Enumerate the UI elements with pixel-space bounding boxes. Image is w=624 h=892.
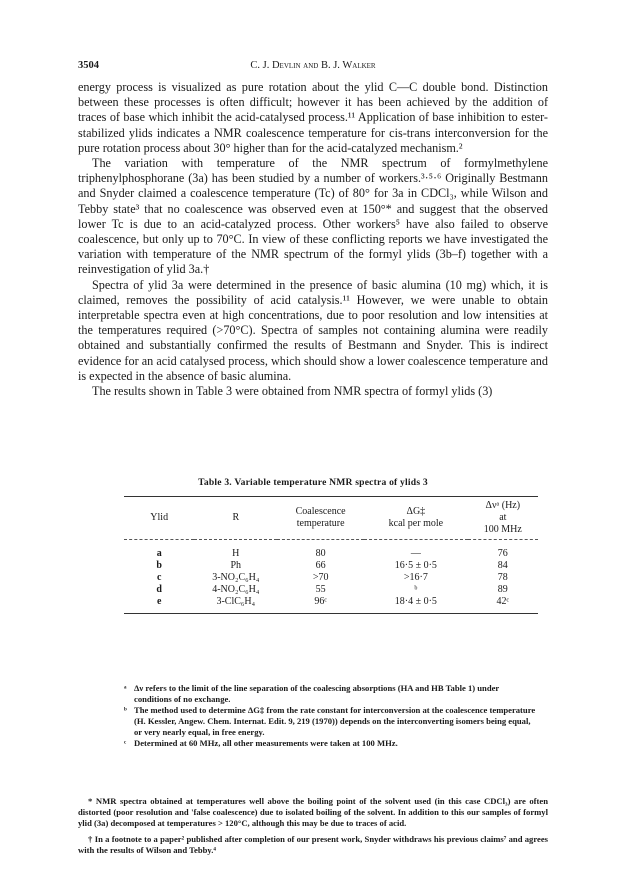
- running-header: [78, 60, 548, 74]
- cell-dg: ᵇ: [414, 583, 418, 595]
- paragraph-1: energy process is visualized as pure rotation about the ylid C—C double bond. Distinction between these processes is often difficult; however it has been achieved by the addition of traces of base which inhibit the acid-catalysed process.¹¹ Application of base inhibition to ester-stabilized ylids indicates a NMR coalescence temperature for cis-trans interconversion for the pure rotation process about 30° higher than for the acid-catalyzed mechanism.²: [78, 80, 548, 155]
- col-header-free-energy: ΔG‡ kcal per mole: [388, 506, 444, 529]
- footnote-asterisk: * NMR spectra obtained at temperatures well above the boiling point of the solvent used (in this case CDCl₃) are often distorted (poor resolution and 'false coalescence) due to isolated boiling of the solvent. In addition to this our samples of formyl ylid (3a) decomposed at temperatures > 120°C, although this may be due to traces of acid.: [78, 796, 548, 829]
- table-footnote-a: ᵃ Δν refers to the limit of the line separation of the coalescing absorptions (HA and HB Table 1) under conditions of no exchange.: [124, 683, 500, 704]
- cell-dv: 78: [497, 571, 508, 583]
- table-footnote-c: ᶜ Determined at 60 MHz, all other measurements were taken at 100 MHz.: [124, 738, 398, 748]
- table-footnotes: [124, 683, 538, 749]
- cell-temp: 96ᶜ: [314, 595, 327, 607]
- cell-dv: 89: [497, 583, 508, 595]
- col-header-ylid: Ylid: [150, 512, 169, 523]
- table-row: [124, 584, 538, 596]
- cell-dg: >16·7: [403, 571, 428, 583]
- cell-r: 3-NO₂C₆H₄: [212, 571, 260, 583]
- cell-temp: 66: [315, 559, 326, 571]
- cell-temp: 55: [315, 583, 326, 595]
- cell-dg: 18·4 ± 0·5: [394, 595, 437, 607]
- footnote-dagger: † In a footnote to a paper² published after completion of our present work, Snyder withdraws his previous claims⁷ and agrees with the results of Wilson and Tebby.⁴: [78, 833, 548, 855]
- cell-r: Ph: [230, 559, 242, 571]
- col-header-coalescence: Coalescence temperature: [295, 506, 346, 529]
- table-row: [124, 548, 538, 560]
- data-table: [124, 496, 538, 614]
- paragraph-2: The variation with temperature of the NMR spectrum of formylmethylene triphenylphosphorane (3a) has been studied by a number of workers.³·⁵·⁶ Originally Bestmann and Snyder claimed a coalescence temperature (Tc) of 80° for 3a in CDCl₃, while Wilson and Tebby state³ that no coalescence was observed even at 150°* and suggest that the observed lower Tc is due to an acid-catalyzed process. Other workers⁵ have also failed to observe coalescence, but only up to 70°C. In view of these conflicting reports we have investigated the variation with temperature of the NMR spectrum of the formyl ylids (3b–f) together with a reinvestigation of ylid 3a.†: [78, 156, 548, 277]
- col-header-delta-nu: Δνᵃ (Hz) at 100 MHz: [483, 500, 522, 535]
- cell-dg: 16·5 ± 0·5: [394, 559, 437, 571]
- page-number: 3504: [78, 60, 99, 71]
- cell-ylid: d: [156, 583, 162, 595]
- cell-r: 3-ClC₆H₄: [216, 595, 256, 607]
- table-header-row: [124, 497, 538, 540]
- cell-dv: 42ᶜ: [496, 595, 510, 607]
- cell-temp: 80: [315, 547, 326, 559]
- cell-dv: 84: [497, 559, 508, 571]
- cell-dg: —: [410, 547, 421, 559]
- cell-dv: 76: [497, 547, 508, 559]
- cell-r: 4-NO₂C₆H₄: [212, 583, 260, 595]
- paragraph-3: Spectra of ylid 3a were determined in the presence of basic alumina (10 mg) which, it is claimed, removes the possibility of acid catalysis.¹¹ However, we were unable to obtain interpretable spectra even at high concentrations, due to poor resolution and low intensities at the temperatures required (>70°C). Spectra of samples not containing alumina were readily obtained and substantially confirmed the results of Bestmann and Snyder. This is indirect evidence for an acid catalysed process, which should show a lower coalescence temperature and is expected in the absence of basic alumina.: [78, 277, 548, 383]
- page-footnotes: [78, 796, 548, 860]
- table-footnote-b: ᵇ The method used to determine ΔG‡ from the rate constant for interconversion at the coalescence temperature (H. Kessler, Angew. Chem. Internat. Edit. 9, 219 (1970)) depends on the interconverting isomers being equal, or very nearly equal, in free energy.: [124, 705, 536, 737]
- paragraph-4: The results shown in Table 3 were obtained from NMR spectra of formyl ylids (3): [92, 384, 493, 399]
- cell-temp: >70: [312, 571, 329, 583]
- cell-ylid: c: [156, 571, 162, 583]
- col-header-r: R: [232, 512, 240, 523]
- cell-ylid: b: [156, 559, 162, 571]
- table-caption: Table 3. Variable temperature NMR spectra of ylids 3: [198, 477, 428, 488]
- running-head-authors: C. J. Devlin and B. J. Walker: [250, 60, 376, 71]
- table-row: [124, 560, 538, 572]
- body-text: [78, 80, 548, 399]
- cell-r: H: [232, 547, 240, 559]
- cell-ylid: e: [156, 595, 162, 607]
- table-row: [124, 596, 538, 608]
- table-row: [124, 572, 538, 584]
- cell-ylid: a: [156, 547, 162, 559]
